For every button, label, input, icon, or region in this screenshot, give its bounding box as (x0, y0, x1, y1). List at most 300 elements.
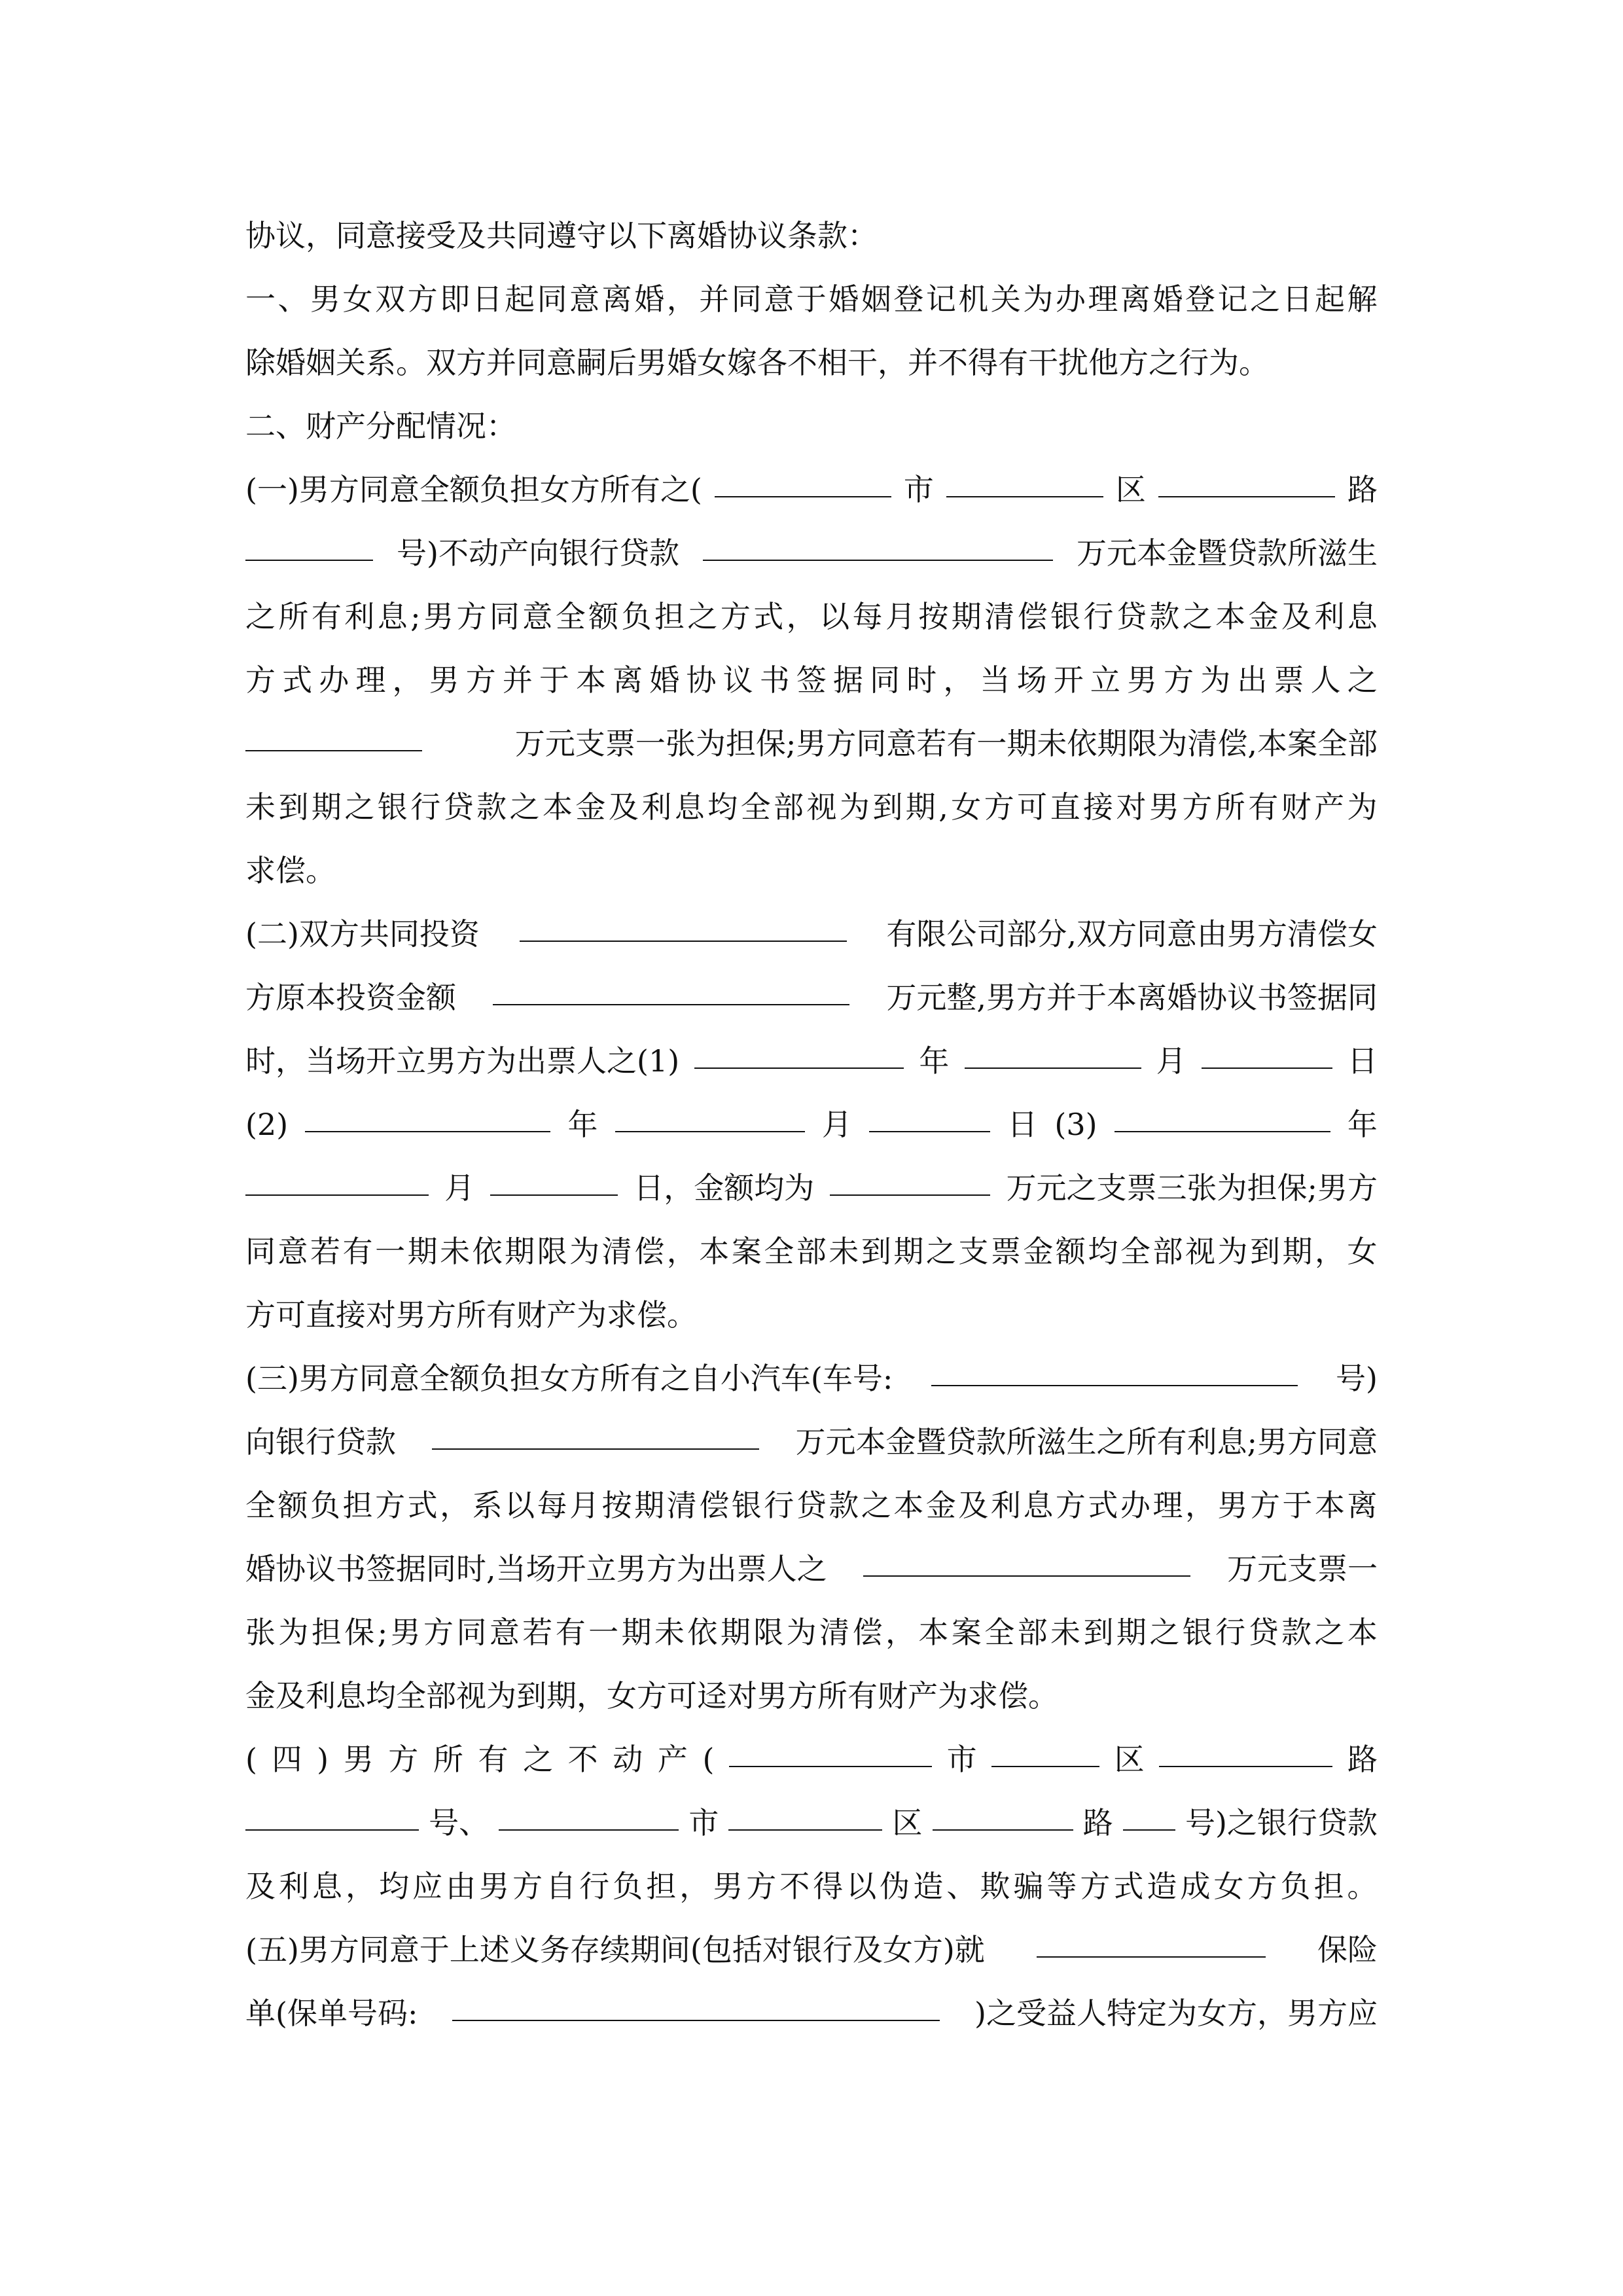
text-char: 并 (699, 281, 730, 317)
text-char: 未 (245, 789, 276, 825)
text-char: 意 (522, 599, 553, 634)
blank-field[interactable] (863, 1537, 1190, 1577)
text-char: 方 (1164, 662, 1194, 698)
text-char: 于 (796, 281, 827, 317)
text-char: ， (666, 281, 697, 317)
text-char: 议 (722, 662, 753, 698)
text-char: 登 (1185, 281, 1215, 317)
text-char: 男 (310, 281, 341, 317)
text-char: 未 (829, 1234, 859, 1269)
text-char: 全 (764, 1234, 794, 1269)
blank-field[interactable] (520, 903, 847, 942)
text-char: 到 (1083, 1615, 1114, 1650)
text-char: 行 (1215, 1615, 1246, 1650)
text-char: 到 (861, 1234, 891, 1269)
text-char: 办 (1120, 1488, 1150, 1523)
text-char: 行 (764, 1488, 794, 1523)
text-char: 均 (1088, 1234, 1118, 1269)
text-char: 为 (1217, 1234, 1248, 1269)
text-char: 、 (277, 281, 308, 317)
text-char: 为 (839, 789, 870, 825)
text-char: 男 (1217, 1488, 1248, 1523)
text-char: 方 (1182, 789, 1213, 825)
document-body (245, 204, 1378, 2045)
text-char: ， (346, 1869, 376, 1904)
text-char: 本 (576, 662, 607, 698)
text-char: 机 (958, 281, 989, 317)
text-char: 男 (479, 1869, 510, 1904)
text-char: 额 (277, 1488, 308, 1523)
text-char: 为 (278, 1615, 309, 1650)
text-char: 之 (1314, 1615, 1345, 1650)
text-char: 对 (1116, 789, 1147, 825)
text-char: 部 (796, 1234, 827, 1269)
text-char: 未 (440, 1234, 471, 1269)
text-char: 起 (1315, 281, 1346, 317)
text-char: 负 (1280, 1869, 1311, 1904)
text-char: 方 (423, 1615, 454, 1650)
text-char: 票 (990, 1234, 1021, 1269)
text-char: 一 (245, 281, 276, 317)
text-char: 贷 (796, 1488, 827, 1523)
text-char: 书 (759, 662, 790, 698)
text-char: ， (1185, 1488, 1215, 1523)
text-char: 案 (731, 1234, 762, 1269)
text-char: 视 (1185, 1234, 1215, 1269)
text-char: 本 (1315, 1488, 1346, 1523)
text-char: 婚 (634, 281, 665, 317)
text-char: 额 (1055, 1234, 1086, 1269)
text-char: 款 (1149, 599, 1180, 634)
text-char: 、 (946, 1869, 977, 1904)
text-char: 均 (707, 789, 738, 825)
item-1-line-2: 号)不动产向银行贷款 万元本金暨贷款所滋生 (245, 522, 1378, 585)
text-char: 所 (278, 599, 309, 634)
text-char: 有 (311, 599, 342, 634)
text-char: 离 (1347, 1488, 1378, 1523)
text-char: 为 (1347, 789, 1378, 825)
text-char: 离 (1120, 281, 1150, 317)
text-char: 意 (277, 1234, 308, 1269)
text-char: 于 (1282, 1488, 1313, 1523)
text-char: 息 (1023, 1488, 1054, 1523)
text-char: 方 (984, 789, 1014, 825)
text-char: 之 (925, 1234, 956, 1269)
text-char: 解 (1347, 281, 1378, 317)
text-char: 担 (311, 1615, 342, 1650)
text-char: 偿 (699, 1488, 730, 1523)
text-char: 本 (893, 1488, 924, 1523)
text-char: 担 (1313, 1869, 1344, 1904)
text-char: 同 (245, 1234, 276, 1269)
text-char: 若 (522, 1615, 553, 1650)
text-char: 限 (537, 1234, 567, 1269)
text-char: 金 (1248, 599, 1279, 634)
text-char: 以 (505, 1488, 535, 1523)
text-char: 张 (245, 1615, 276, 1650)
text-char: 期 (311, 789, 342, 825)
text-char: 未 (1050, 1615, 1081, 1650)
item-3-line-2: 向银行贷款 万元本金暨贷款所滋生之所有利息;男方同意 (245, 1410, 1378, 1474)
blank-field[interactable] (991, 1728, 1099, 1767)
text-char: 记 (925, 281, 956, 317)
text-char: 方 (1080, 1869, 1111, 1904)
text-char: 负 (621, 599, 652, 634)
text-char: 贷 (443, 789, 474, 825)
text-char: 担 (654, 599, 685, 634)
text-char: 有 (342, 1234, 373, 1269)
text-char: 息 (674, 789, 705, 825)
item-4-line-3 (245, 1855, 1378, 1918)
blank-field[interactable] (965, 1030, 1141, 1069)
text-char: 为 (786, 1615, 817, 1650)
text-char: 应 (412, 1869, 443, 1904)
text-char: 女 (951, 789, 982, 825)
text-char: ， (440, 1488, 471, 1523)
text-char: 之 (509, 789, 540, 825)
blank-field[interactable] (933, 1791, 1073, 1831)
text-char: 期 (951, 599, 982, 634)
item-1-line-1: (一)男方同意全额负担女方所有之( 市 区 路 (245, 458, 1378, 522)
text-char: 全 (555, 599, 586, 634)
text-char: 姻 (861, 281, 891, 317)
text-char: 产 (1314, 789, 1345, 825)
text-char: 款 (829, 1488, 859, 1523)
item-3-line-1: (三)男方同意全额负担女方所有之自小汽车(车号: 号) (245, 1347, 1378, 1410)
text-char: 人 (1310, 662, 1341, 698)
item-4-line-1: ( 四 ) 男 方 所 有 之 不 动 产 ( 市 区 路 (245, 1728, 1378, 1791)
text-char: 金 (925, 1488, 956, 1523)
text-char: 不 (779, 1869, 810, 1904)
item-1-line-5: 万元支票一张为担保;男方同意若有一期未依期限为清偿,本案全部 (245, 712, 1378, 776)
text-char: 限 (753, 1615, 784, 1650)
blank-field[interactable] (1158, 458, 1335, 497)
text-char: 协 (686, 662, 717, 698)
text-char: 式 (1088, 1488, 1118, 1523)
text-char: ; (377, 1615, 388, 1650)
text-char: 男 (423, 599, 454, 634)
text-char: 期 (407, 1234, 438, 1269)
text-char: 利 (641, 789, 672, 825)
text-char: 贷 (1248, 1615, 1279, 1650)
text-char: 办 (1055, 281, 1086, 317)
text-char: 当 (980, 662, 1010, 698)
text-char: 式 (753, 599, 784, 634)
text-char: 男 (390, 1615, 421, 1650)
text-char: 款 (1281, 1615, 1311, 1650)
text-char: 方 (746, 1869, 777, 1904)
text-char: 期 (720, 1615, 751, 1650)
text-char: 到 (1249, 1234, 1280, 1269)
text-char: 负 (613, 1869, 643, 1904)
item-5-line-2: 单(保单号码: )之受益人特定为女方，男方应 (245, 1982, 1378, 2045)
text-char: 利 (279, 1869, 310, 1904)
text-char: 意 (569, 281, 600, 317)
item-2-line-5: 月 日，金额均为 万元之支票三张为担保;男方 (245, 1157, 1378, 1220)
text-char: 之 (245, 599, 276, 634)
text-char: 伪 (880, 1869, 910, 1904)
text-char: 为 (1023, 281, 1054, 317)
text-char: 成 (1180, 1869, 1211, 1904)
text-char: 方 (512, 1869, 543, 1904)
blank-field[interactable] (931, 1347, 1298, 1386)
text-char: 造 (913, 1869, 944, 1904)
text-char: 本 (699, 1234, 730, 1269)
text-char: 离 (613, 662, 643, 698)
text-char: ， (392, 662, 423, 698)
item-4-line-2: 号、 市 区 路 号)之银行贷款 (245, 1791, 1378, 1855)
text-char: 女 (1347, 1234, 1378, 1269)
text-char: 按 (918, 599, 949, 634)
text-char: 直 (1050, 789, 1080, 825)
text-char: 清 (601, 1234, 632, 1269)
text-char: 视 (806, 789, 837, 825)
text-char: 女 (1213, 1869, 1244, 1904)
text-char: ， (885, 1615, 916, 1650)
text-char: 息 (1347, 599, 1378, 634)
text-char: ， (666, 1234, 697, 1269)
item-2-line-3: 时，当场开立男方为出票人之(1) 年 月 日 (245, 1030, 1378, 1093)
text-char: 期 (905, 789, 936, 825)
text-char: 偿 (1017, 599, 1048, 634)
text-char: 期 (634, 1488, 665, 1523)
text-char: 全 (1120, 1234, 1150, 1269)
blank-field[interactable] (615, 1093, 805, 1132)
text-char: 部 (1017, 1615, 1048, 1650)
text-char: 额 (588, 599, 619, 634)
text-char: 依 (472, 1234, 503, 1269)
text-char: 婚 (1152, 281, 1183, 317)
item-5-line-1: (五)男方同意于上述义务存续期间(包括对银行及女方)就 保险 (245, 1918, 1378, 1982)
text-char: 男 (1127, 662, 1157, 698)
text-char: 支 (958, 1234, 989, 1269)
text-char: 之 (344, 789, 375, 825)
text-char: 保 (344, 1615, 375, 1650)
text-char: 起 (505, 281, 535, 317)
text-char: 办 (319, 662, 349, 698)
blank-field[interactable] (452, 1982, 940, 2021)
text-char: 同 (870, 662, 901, 698)
text-char: 以 (819, 599, 850, 634)
text-char: 行 (1083, 599, 1114, 634)
text-char: 息 (377, 599, 408, 634)
text-char: 方 (1055, 1488, 1086, 1523)
text-char: 到 (278, 789, 309, 825)
text-char: 之 (1347, 662, 1378, 698)
text-char: 同 (456, 1615, 487, 1650)
text-char: 及 (1281, 599, 1311, 634)
text-char: 款 (476, 789, 507, 825)
text-char: 有 (555, 1615, 586, 1650)
blank-field[interactable] (1123, 1791, 1175, 1831)
text-char: 方 (245, 662, 276, 698)
blank-field[interactable] (305, 1093, 550, 1132)
text-char: 关 (990, 281, 1021, 317)
blank-field[interactable] (715, 458, 891, 497)
blank-field[interactable] (869, 1093, 990, 1132)
text-char: 由 (446, 1869, 476, 1904)
blank-field[interactable] (703, 522, 1053, 561)
text-char: 式 (1113, 1869, 1144, 1904)
blank-field[interactable] (499, 1791, 679, 1831)
clause-1-line-2: 除婚姻关系。双方并同意嗣后男婚女嫁各不相干，并不得有干扰他方之行为。 (245, 345, 1269, 380)
blank-field[interactable] (1159, 1728, 1332, 1767)
text-char: 可 (1017, 789, 1048, 825)
text-char: 若 (310, 1234, 341, 1269)
text-char: 银 (731, 1488, 762, 1523)
text-char: 金 (575, 789, 606, 825)
blank-field[interactable] (432, 1410, 759, 1450)
text-char: 期 (893, 1234, 924, 1269)
text-char: 方 (456, 599, 487, 634)
text-char: 部 (774, 789, 804, 825)
text-char: 同 (489, 599, 520, 634)
text-char: 每 (852, 599, 883, 634)
item-2-line-4: (2) 年 月 日 (3) 年 (245, 1093, 1378, 1157)
text-char: 之 (1149, 1615, 1180, 1650)
blank-field[interactable] (493, 966, 849, 1005)
blank-field[interactable] (729, 1728, 932, 1767)
text-char: 立 (1090, 662, 1120, 698)
item-3-line-3 (245, 1474, 1378, 1537)
text-char: 方 (1247, 1869, 1277, 1904)
text-char: 担 (646, 1869, 677, 1904)
text-char: 骗 (1013, 1869, 1044, 1904)
text-char: 之 (861, 1488, 891, 1523)
text-char: 方 (1249, 1488, 1280, 1523)
item-3-line-6: 金及利息均全部视为到期，女方可迳对男方所有财产为求偿。 (245, 1678, 1058, 1713)
text-char: 银 (1050, 599, 1081, 634)
text-char: 月 (885, 599, 916, 634)
intro-line: 协议，同意接受及共同遵守以下离婚协议条款： (245, 218, 878, 253)
text-char: 为 (1200, 662, 1231, 698)
text-char: ; (410, 599, 421, 634)
text-char: 部 (1152, 1234, 1183, 1269)
text-char: 于 (539, 662, 569, 698)
text-char: ， (1315, 1234, 1346, 1269)
item-1-line-7: 求偿。 (245, 853, 336, 888)
text-char: 一 (588, 1615, 619, 1650)
blank-field[interactable] (245, 712, 422, 751)
text-char: 利 (1314, 599, 1345, 634)
text-char: 式 (282, 662, 313, 698)
text-char: 及 (245, 1869, 276, 1904)
text-char: 造 (1147, 1869, 1177, 1904)
text-char: 期 (621, 1615, 652, 1650)
text-char: 婚 (829, 281, 859, 317)
text-char: 同 (731, 281, 762, 317)
text-char: 偿 (852, 1615, 883, 1650)
text-char: 银 (1182, 1615, 1213, 1650)
text-char: 期 (505, 1234, 535, 1269)
text-char: 贷 (1116, 599, 1147, 634)
text-char: 得 (813, 1869, 844, 1904)
text-char: 场 (1016, 662, 1047, 698)
text-char: 即 (440, 281, 471, 317)
blank-field[interactable] (245, 1791, 419, 1831)
blank-field[interactable] (946, 458, 1103, 497)
text-char: 利 (990, 1488, 1021, 1523)
text-char: 自 (546, 1869, 577, 1904)
clause-1-line-1 (245, 268, 1378, 331)
text-char: 银 (377, 789, 408, 825)
text-char: 均 (379, 1869, 410, 1904)
blank-field[interactable] (245, 1157, 429, 1196)
text-char: 之 (1182, 599, 1213, 634)
blank-field[interactable] (490, 1157, 618, 1196)
text-char: 一 (375, 1234, 406, 1269)
text-char: ， (786, 599, 817, 634)
text-char: 双 (375, 281, 406, 317)
item-2-line-2: 方原本投资金额 万元整,男方并于本离婚协议书签据同 (245, 966, 1378, 1030)
text-char: 方 (407, 281, 438, 317)
text-char: 每 (537, 1488, 567, 1523)
text-char: 时 (906, 662, 937, 698)
text-char: 开 (1053, 662, 1084, 698)
text-char: 行 (410, 789, 441, 825)
text-char: 记 (1217, 281, 1248, 317)
text-char: 担 (342, 1488, 373, 1523)
text-char: 理 (355, 662, 386, 698)
text-char: 利 (344, 599, 375, 634)
item-2-line-6 (245, 1220, 1378, 1283)
blank-field[interactable] (1115, 1093, 1330, 1132)
blank-field[interactable] (1037, 1918, 1266, 1958)
text-char: 行 (579, 1869, 610, 1904)
text-char: 票 (1274, 662, 1304, 698)
blank-field[interactable] (830, 1157, 990, 1196)
text-char: 金 (1023, 1234, 1054, 1269)
text-char: 财 (1281, 789, 1311, 825)
text-char: 离 (601, 281, 632, 317)
text-char: 并 (502, 662, 533, 698)
blank-field[interactable] (245, 522, 373, 561)
text-char: ， (679, 1869, 710, 1904)
text-char: 依 (687, 1615, 718, 1650)
text-char: 式 (407, 1488, 438, 1523)
blank-field[interactable] (1202, 1030, 1332, 1069)
text-char: 按 (601, 1488, 632, 1523)
text-char: 理 (1088, 281, 1118, 317)
text-char: 等 (1046, 1869, 1077, 1904)
text-char: 意 (489, 1615, 520, 1650)
text-char: 之 (1249, 281, 1280, 317)
text-char: 签 (796, 662, 827, 698)
text-char: 全 (245, 1488, 276, 1523)
text-char: 全 (740, 789, 771, 825)
text-char: 期 (1116, 1615, 1147, 1650)
text-char: 本 (1347, 1615, 1378, 1650)
text-char: 系 (472, 1488, 503, 1523)
text-char: 。 (1347, 1869, 1378, 1904)
text-char: 清 (984, 599, 1015, 634)
text-char: 意 (764, 281, 794, 317)
text-char: 日 (1282, 281, 1313, 317)
text-char: 及 (958, 1488, 989, 1523)
blank-field[interactable] (728, 1791, 882, 1831)
text-char: 为 (569, 1234, 600, 1269)
text-char: 据 (833, 662, 863, 698)
text-char: 案 (951, 1615, 982, 1650)
blank-field[interactable] (694, 1030, 904, 1069)
text-char: 日 (472, 281, 503, 317)
text-char: 本 (1215, 599, 1246, 634)
item-3-line-4: 婚协议书签据同时,当场开立男方为出票人之 万元支票一 (245, 1537, 1378, 1601)
text-char: 出 (1237, 662, 1268, 698)
text-char: 本 (542, 789, 573, 825)
text-char: 之 (687, 599, 718, 634)
text-char: 欺 (980, 1869, 1010, 1904)
